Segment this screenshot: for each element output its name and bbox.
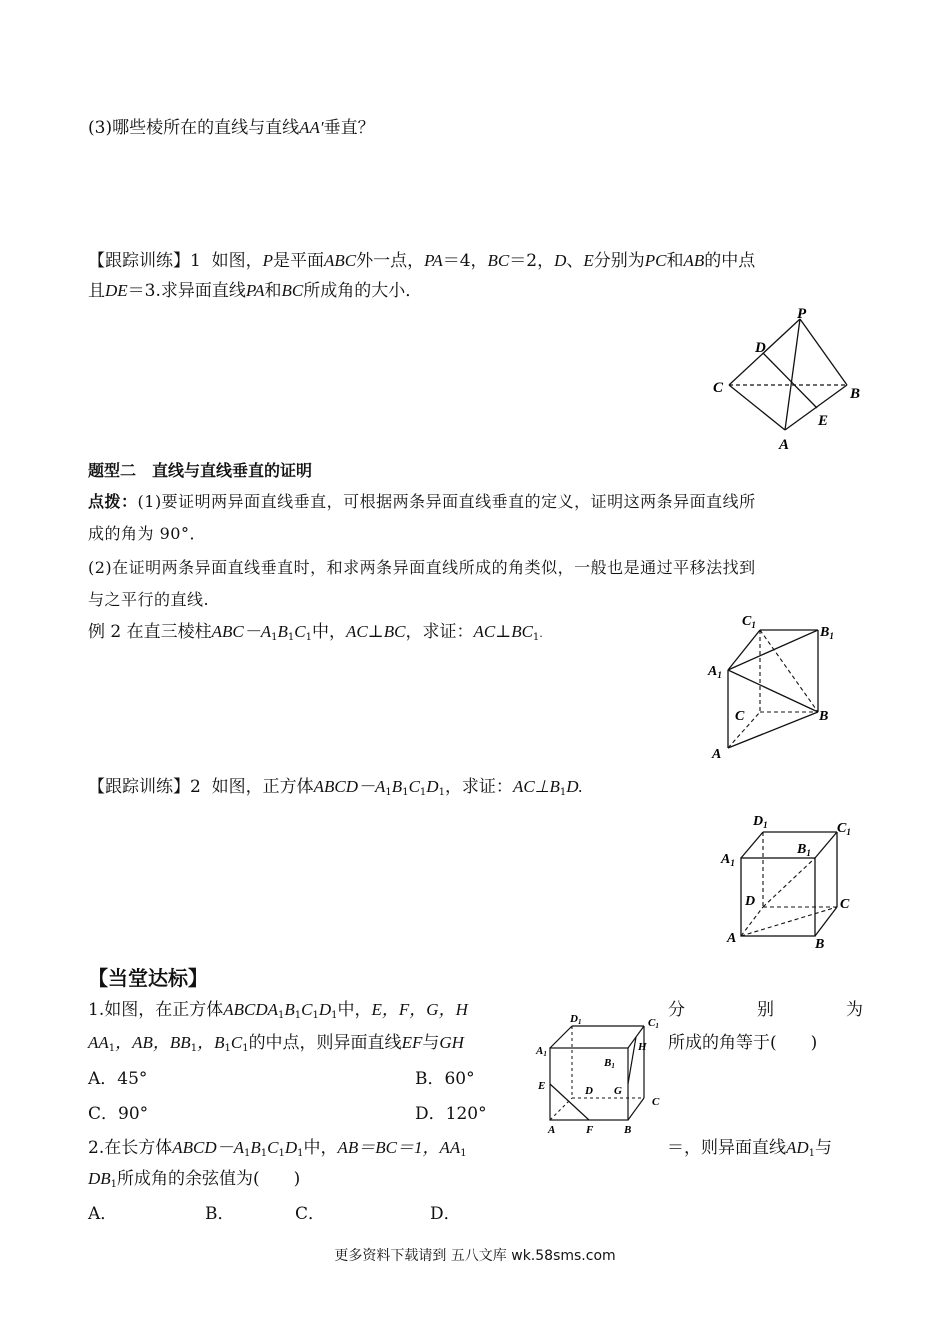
t1-part: D [554, 251, 567, 270]
tetrahedron-figure [705, 305, 870, 455]
q3-text-a: 哪些棱所在的直线与直线 [112, 118, 300, 138]
p1-bie: 别 [757, 1000, 774, 1020]
ex2-bc2: BC [511, 622, 533, 641]
p1-yu: 与 [422, 1033, 440, 1053]
label-E: E [538, 1080, 546, 1092]
t1-part: AB [683, 251, 705, 270]
p2-mid: 中， [303, 1138, 338, 1158]
trace2-goal: AC⊥B [512, 777, 560, 796]
label-A: A [779, 437, 790, 453]
label-E: E [818, 413, 829, 429]
p1-fen: 分 [668, 1000, 685, 1020]
label-B: B [850, 386, 861, 402]
hidden-edge-AD [550, 1098, 572, 1120]
label-D1: $D_1$ [753, 814, 768, 830]
p2-num: 2.在长方体 [88, 1138, 173, 1158]
cube-midpoints-figure [532, 1010, 670, 1140]
edge-BC [815, 907, 837, 936]
p1-line2-left: $AA_1$，AB，$BB_1$，$B_1C_1$的中点，则异面直线EF与GH [88, 1033, 464, 1054]
t1-part: ＝3.求异面直线 [127, 281, 246, 301]
trace2-text: 【跟踪训练】2 如图，正方体$ABCD-A_1B_1C_1D_1$，求证：$AC\perp B_1D$. [88, 777, 583, 798]
label-C: C [652, 1096, 660, 1108]
t1-part: 外一点， [356, 251, 425, 271]
label-A: A [727, 931, 737, 946]
edge-A1B1 [728, 630, 818, 670]
edge-PA [785, 319, 800, 430]
t1-part: PA [424, 251, 443, 270]
label-A: A [548, 1124, 556, 1136]
label-B1: $B_1$ [797, 842, 811, 858]
label-D1: D1 [570, 1013, 582, 1026]
p2-option-c: C． [295, 1204, 326, 1224]
t1-part: DE [105, 281, 128, 300]
t1-part: 、 [566, 251, 584, 271]
label-D: D [585, 1085, 593, 1097]
cube-figure [715, 810, 865, 952]
hint-line2: 成的角为 90°． [88, 524, 206, 543]
front-face [550, 1048, 628, 1120]
edge-A1C1 [728, 630, 760, 670]
t1-part: 且 [88, 281, 105, 301]
label-P: P [797, 306, 807, 322]
hidden-edge-AD [741, 907, 763, 936]
t1-part: PA [245, 281, 265, 300]
label-C: C [840, 897, 850, 912]
hint-label: 点拨： [88, 492, 138, 511]
label-G: G [614, 1085, 622, 1097]
edge-A1D1 [741, 832, 763, 858]
label-D: D [755, 340, 766, 356]
p2-option-a: A． [88, 1204, 118, 1224]
t1-part: ＝2， [509, 251, 555, 271]
hint-line3: (2)在证明两条异面直线垂直时，和求两条异面直线所成的角类似，一般也是通过平移法找到 [88, 558, 756, 577]
p1-cube: ABCDA [223, 1000, 279, 1019]
label-C: C [713, 380, 724, 396]
label-C1: C1 [648, 1017, 659, 1030]
segment-A1B [728, 670, 818, 712]
edge-PB [800, 319, 847, 385]
p2-ad1: AD [786, 1138, 809, 1157]
example2-text: 例 2 在直三棱柱$ABC-A_1B_1C_1$中，AC⊥BC，求证：$AC\perp BC_1$. [88, 622, 543, 643]
ex2-mid: 中， [311, 622, 346, 642]
p1-midtext: 的中点，则异面直线 [248, 1033, 402, 1053]
hidden-diagonal-B1D [763, 858, 815, 907]
t1-part: PC [644, 251, 667, 270]
ex2-ac: AC [345, 622, 368, 641]
trace1-line2 [88, 279, 422, 303]
ex2-pre: 例 2 在直三棱柱 [88, 622, 212, 642]
p2-option-d: D． [430, 1204, 461, 1224]
t1-part: 所成角的大小． [303, 281, 423, 301]
p1-line1-right [668, 998, 863, 1022]
p2-option-b: B． [205, 1204, 235, 1224]
p1-option-d: D．120° [415, 1104, 487, 1124]
footer-link[interactable]: 更多资料下载请到 五八文库 wk.58sms.com [334, 1248, 616, 1264]
label-B1: B1 [604, 1057, 615, 1070]
t1-part: 的中点 [704, 251, 756, 271]
trace1-line1 [88, 249, 755, 273]
ex2-ac2: AC [473, 622, 496, 641]
t1-part: 分别为 [593, 251, 645, 271]
p1-line2-right: 所成的角等于( ) [668, 1033, 818, 1053]
t1-part: ABC [324, 251, 357, 270]
p1-ef: EF [401, 1033, 423, 1052]
trace1-tag: 【跟踪训练】1 [88, 251, 201, 271]
section-title-type2: 题型二 直线与直线垂直的证明 [88, 461, 313, 480]
p1-mid: 中， [337, 1000, 372, 1020]
label-C1: $C_1$ [837, 821, 851, 837]
label-A1: $A_1$ [721, 852, 735, 868]
p1-ab-bb1: ，AB，BB [115, 1033, 191, 1052]
ex2-perp: ⊥ [367, 622, 384, 642]
label-D: D [745, 894, 756, 909]
t1-part: E [583, 251, 594, 270]
ex2-prove: ，求证： [405, 622, 474, 642]
trace2-cube: ABCD－A [313, 777, 386, 796]
p2-line1-left: 2.在长方体$ABCD-A_1B_1C_1D_1$中，AB＝BC＝1，$AA_1$ [88, 1138, 467, 1159]
trace2-tag: 【跟踪训练】2 [88, 777, 201, 797]
section-title-class: 【当堂达标】 [88, 966, 208, 990]
label-B1: $B_1$ [820, 625, 834, 641]
hint-p1a: (1)要证明两异面直线垂直，可根据两条异面直线垂直的定义，证明这两条异面直线所 [137, 492, 756, 511]
question-3 [88, 116, 375, 140]
p1-wei: 为 [846, 1000, 863, 1020]
p2-question: 所成角的余弦值为( ) [117, 1169, 301, 1189]
label-A1: $A_1$ [708, 664, 722, 680]
t1-part: 和 [666, 251, 684, 271]
p1-line1-left: 1.如图，在正方体$ABCDA_1B_1C_1D_1$中，E，F，G，H [88, 1000, 468, 1021]
p1-gh: GH [439, 1033, 464, 1052]
trace2-text-b: ，求证： [444, 777, 513, 797]
p1-option-c: C．90° [88, 1104, 149, 1124]
segment-GH [628, 1037, 636, 1084]
p1-option-a: A．45° [88, 1069, 148, 1089]
t1-part: 和 [264, 281, 282, 301]
p2-db1: DB [88, 1169, 111, 1188]
q3-text-b: 垂直？ [323, 118, 375, 138]
p1-option-b: B．60° [415, 1069, 475, 1089]
edge-BC [628, 1098, 644, 1120]
q3-num: (3) [88, 118, 113, 138]
edge-A1D1 [550, 1026, 572, 1048]
label-B: B [819, 709, 829, 724]
label-F: F [586, 1124, 594, 1136]
ex2-bc: BC [383, 622, 406, 641]
t1-part: 如图， [211, 251, 263, 271]
segment-DE [763, 353, 817, 408]
edge-CA [729, 385, 785, 430]
prism-figure [700, 608, 850, 766]
ex2-body: ABC－A [211, 622, 272, 641]
p2-box: ABCD－A [172, 1138, 245, 1157]
p1-c1: C [230, 1033, 243, 1052]
p1-num: 1.如图，在正方体 [88, 1000, 224, 1020]
label-B: B [815, 937, 825, 952]
t1-part: 是平面 [273, 251, 325, 271]
edge-B1C1 [815, 832, 837, 858]
t1-part: BC [487, 251, 510, 270]
t1-part: ＝4， [442, 251, 488, 271]
label-H: H [638, 1041, 647, 1053]
p1-aa1: AA [88, 1033, 109, 1052]
p2-cond: AB＝BC＝1，AA [337, 1138, 461, 1157]
hint-line1 [88, 490, 756, 514]
t1-part: BC [281, 281, 304, 300]
hidden-diagonal-AC [741, 907, 837, 936]
p1-points: E，F，G，H [371, 1000, 468, 1019]
hint-line4: 与之平行的直线. [88, 590, 210, 609]
label-A1: A1 [536, 1045, 547, 1058]
p2-eq: ＝，则异面直线 [667, 1138, 786, 1158]
t1-part: P [262, 251, 274, 270]
label-C: C [735, 709, 745, 724]
label-B: B [624, 1124, 632, 1136]
q3-segment: AA′ [299, 118, 324, 137]
p2-yu: 与 [815, 1138, 833, 1158]
p2-line1-right: ＝，则异面直线$AD_1$与 [667, 1138, 833, 1159]
label-C1: $C_1$ [742, 614, 756, 630]
label-A: A [712, 747, 722, 762]
p1-b1: ，B [197, 1033, 225, 1052]
trace2-text-a: 如图，正方体 [211, 777, 314, 797]
p2-line2: $DB_1$所成角的余弦值为( ) [88, 1169, 301, 1190]
